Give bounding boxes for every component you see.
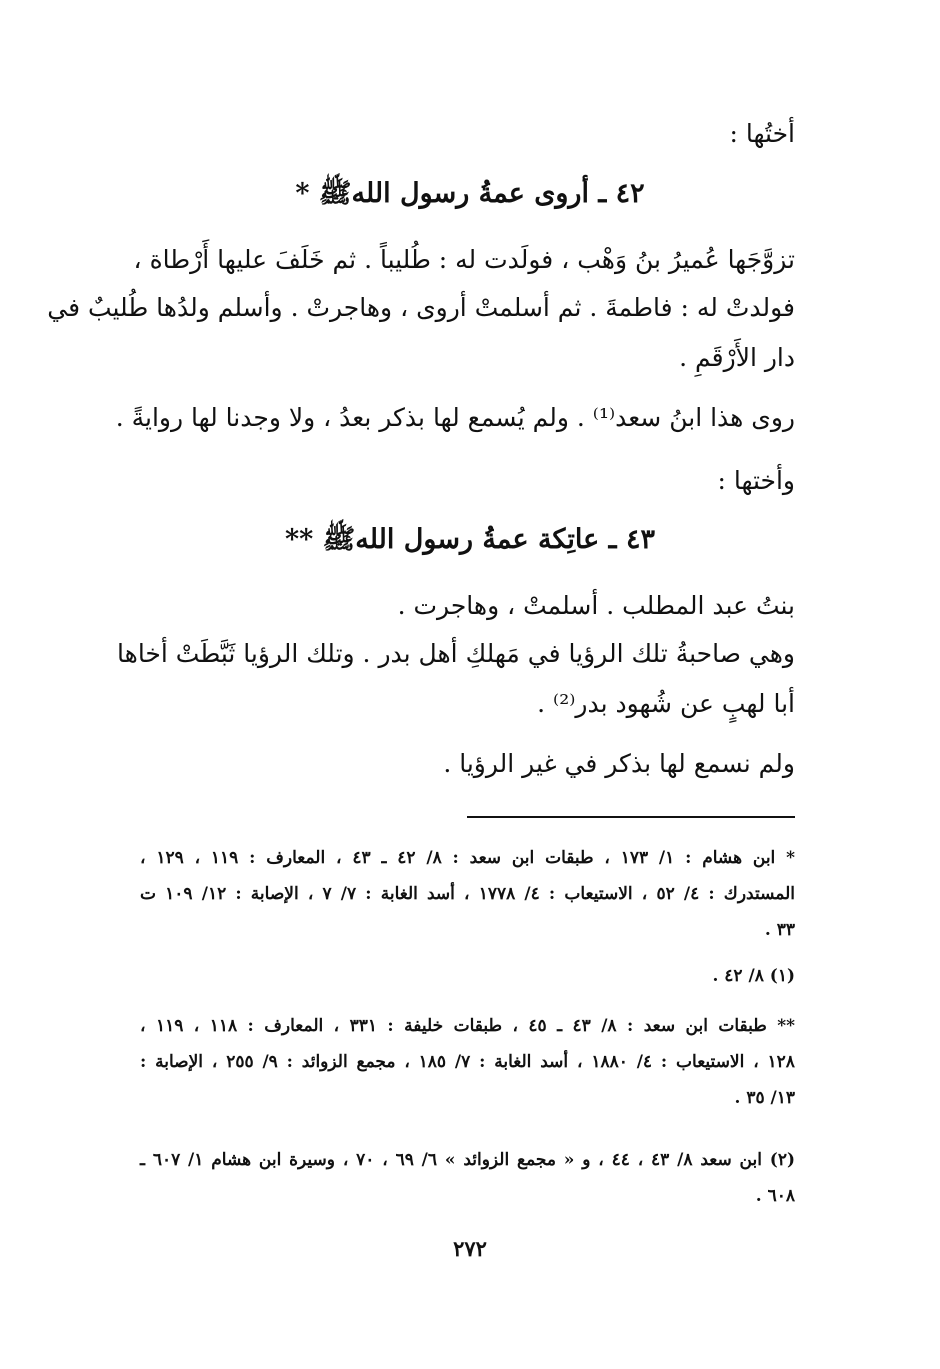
- footnote-atika-sources-line-1: ** طبقات ابن سعد : ٨/ ٤٣ ـ ٤٥ ، طبقات خليفة : ٣٣١ ، المعارف : ١١٨ ، ١١٩ ،: [140, 1016, 796, 1036]
- paragraph-arwa-line-1: تزوَّجَها عُميرُ بنُ وَهْب ، فولَدت له : طُليباً . ثم خَلَفَ عليها أَرْطاة ،: [133, 245, 795, 274]
- heading-arwa: ٤٢ ـ أروى عمةُ رسول اللهﷺ *: [295, 178, 645, 209]
- sister-intro-1: أختُها :: [729, 119, 795, 148]
- footnote-arwa-sources-line-3: ٣٣ .: [764, 920, 795, 940]
- paragraph-atika-line-1: بنتُ عبد المطلب . أسلمتْ ، وهاجرت .: [397, 591, 795, 620]
- footnote-2-line-1: (٢) ابن سعد ٨/ ٤٣ ، ٤٤ ، و « مجمع الزوائد » ٦/ ٦٩ ، ٧٠ ، وسيرة ابن هشام ١/ ٦٠٧ ـ: [140, 1150, 795, 1170]
- footnote-divider: [467, 816, 795, 818]
- sister-intro-2: وأختها :: [717, 466, 795, 495]
- footnote-atika-sources-line-3: ١٣/ ٣٥ .: [734, 1088, 795, 1108]
- footnote-arwa-sources-line-2: المستدرك : ٤/ ٥٢ ، الاستيعاب : ٤/ ١٧٧٨ ، أسد الغابة : ٧/ ٧ ، الإصابة : ١٢/ ١٠٩ ت: [140, 884, 795, 904]
- footnote-atika-sources-line-2: ١٢٨ ، الاستيعاب : ٤/ ١٨٨٠ ، أسد الغابة : ٧/ ١٨٥ ، مجمع الزوائد : ٩/ ٢٥٥ ، الإصابة :: [140, 1052, 795, 1072]
- paragraph-arwa-line-2: فولدتْ له : فاطمةَ . ثم أسلمتْ أروى ، وهاجرتْ . وأسلم ولدُها طُليبٌ في: [47, 293, 795, 322]
- paragraph-atika-line-3: أبا لهبٍ عن شُهود بدر⁽²⁾ .: [537, 689, 795, 718]
- paragraph-arwa-line-4: روى هذا ابنُ سعد⁽¹⁾ . ولم يُسمع لها بذكر بعدُ ، ولا وجدنا لها روايةً .: [115, 403, 795, 432]
- page-number: ٢٧٢: [453, 1236, 487, 1261]
- heading-atika: ٤٣ ـ عاتِكة عمةُ رسول اللهﷺ **: [285, 524, 655, 555]
- footnote-2-line-2: ٦٠٨ .: [755, 1186, 795, 1206]
- paragraph-atika-line-2: وهي صاحبةُ تلك الرؤيا في مَهلكِ أهل بدر . وتلك الرؤيا ثَبَّطَتْ أخاها: [117, 639, 795, 668]
- footnote-arwa-sources-line-1: * ابن هشام : ١/ ١٧٣ ، طبقات ابن سعد : ٨/ ٤٢ ـ ٤٣ ، المعارف : ١١٩ ، ١٢٩ ،: [140, 848, 796, 868]
- paragraph-atika-line-4: ولم نسمع لها بذكر في غير الرؤيا .: [443, 749, 795, 778]
- paragraph-arwa-line-3: دار الأَرْقَمِ .: [679, 343, 795, 372]
- footnote-1: (١) ٨/ ٤٢ .: [712, 966, 795, 986]
